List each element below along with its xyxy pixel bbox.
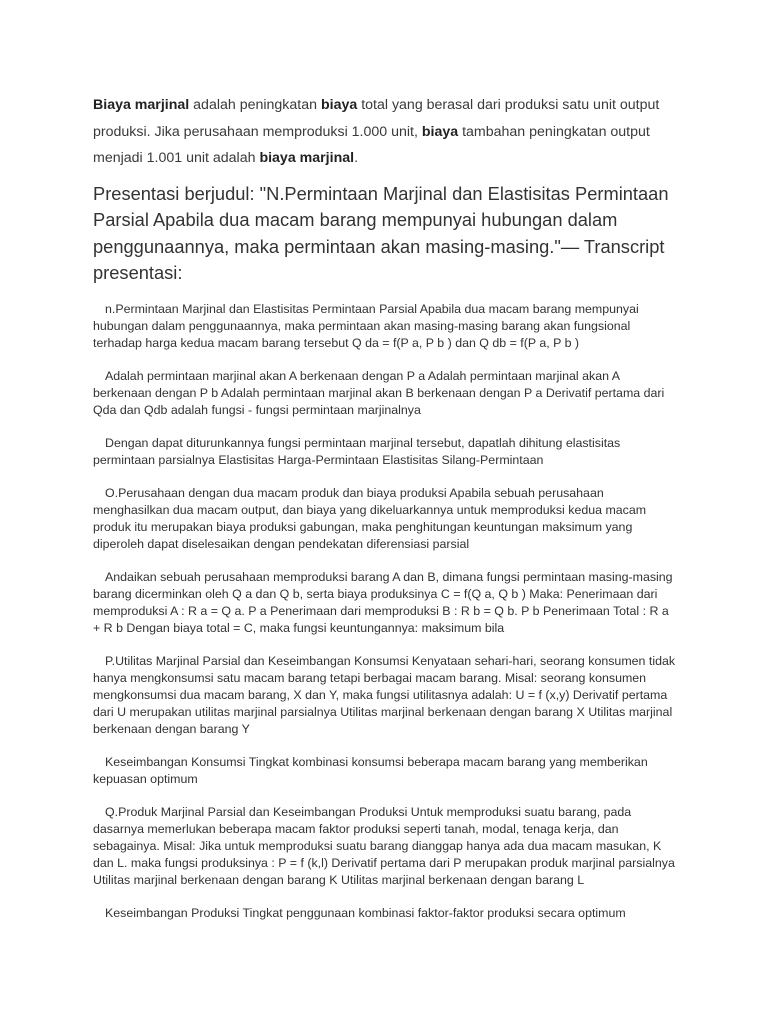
bold-term: Biaya marjinal: [93, 97, 190, 113]
intro-text: adalah peningkatan: [189, 97, 321, 113]
transcript-paragraph: P.Utilitas Marjinal Parsial dan Keseimbangan Konsumsi Kenyataan sehari-hari, seorang konsumen tidak hanya mengkonsumsi satu macam barang tetapi berbagai macam barang. Misal: seorang konsumen mengkonsumsi dua macam barang, X dan Y, maka fungsi utilitasnya adalah: U = f (x,y) Derivatif pertama dari U merupakan utilitas marjinal parsialnya Utilitas marjinal berkenaan dengan barang X Utilitas marjinal berkenaan dengan barang Y: [93, 654, 676, 736]
transcript-paragraph: Keseimbangan Konsumsi Tingkat kombinasi konsumsi beberapa macam barang yang memberikan kepuasan optimum: [93, 755, 648, 786]
transcript-body: [93, 301, 677, 938]
transcript-paragraph: Andaikan sebuah perusahaan memproduksi barang A dan B, dimana fungsi permintaan masing-masing barang dicerminkan oleh Q a dan Q b, serta biaya produksinya C = f(Q a, Q b ) Maka: Penerimaan dari memproduksi A : R a = Q a. P a Penerimaan dari memproduksi B : R b = Q b. P b Penerimaan Total : R a + R b Dengan biaya total = C, maka fungsi keuntungannya: maksimum bila: [93, 570, 673, 635]
intro-paragraph: [93, 92, 683, 172]
transcript-paragraph: Dengan dapat diturunkannya fungsi permintaan marjinal tersebut, dapatlah dihitung elastisitas permintaan parsialnya Elastisitas Harga-Permintaan Elastisitas Silang-Permintaan: [93, 436, 621, 467]
presentation-title: Presentasi berjudul: "N.Permintaan Marjinal dan Elastisitas Permintaan Parsial Apabila dua macam barang mempunyai hubungan dalam penggunaannya, maka permintaan akan masing-masing."— Transcript presentasi:: [93, 183, 669, 283]
transcript-paragraph: Q.Produk Marjinal Parsial dan Keseimbangan Produksi Untuk memproduksi suatu barang, pada dasarnya memerlukan beberapa macam faktor produksi seperti tanah, modal, tenaga kerja, dan sebagainya. Misal: Jika untuk memproduksi suatu barang dianggap hanya ada dua macam masukan, K dan L. maka fungsi produksinya : P = f (k,l) Derivatif pertama dari P merupakan produk marjinal parsialnya Utilitas marjinal berkenaan dengan barang K Utilitas marjinal berkenaan dengan barang L: [93, 805, 675, 887]
bold-term: biaya marjinal: [259, 150, 355, 166]
transcript-paragraph: O.Perusahaan dengan dua macam produk dan biaya produksi Apabila sebuah perusahaan menghasilkan dua macam output, dan biaya yang dikeluarkannya untuk memproduksi kedua macam produk itu merupakan biaya produksi gabungan, maka penghitungan keuntungan maksimum yang diperoleh dapat diselesaikan dengan pendekatan diferensiasi parsial: [93, 486, 647, 551]
intro-text: .: [354, 150, 359, 166]
bold-term: biaya: [320, 97, 358, 113]
intro-text: tambahan peningkatan output menjadi 1.001 unit adalah: [93, 123, 650, 166]
transcript-paragraph: n.Permintaan Marjinal dan Elastisitas Permintaan Parsial Apabila dua macam barang mempunyai hubungan dalam penggunaannya, maka permintaan akan masing-masing barang akan fungsional terhadap harga kedua macam barang tersebut Q da = f(P a, P b ) dan Q db = f(P a, P b ): [93, 302, 639, 350]
transcript-paragraph: Adalah permintaan marjinal akan A berkenaan dengan P a Adalah permintaan marjinal akan A berkenaan dengan P b Adalah permintaan marjinal akan B berkenaan dengan P a Derivatif pertama dari Qda dan Qdb adalah fungsi - fungsi permintaan marjinalnya: [93, 369, 665, 417]
intro-text: total yang berasal dari produksi satu unit output produksi. Jika perusahaan memproduksi 1.000 unit,: [93, 97, 660, 140]
bold-term: biaya: [421, 123, 459, 140]
transcript-paragraph: Keseimbangan Produksi Tingkat penggunaan kombinasi faktor-faktor produksi secara optimum: [105, 906, 626, 920]
